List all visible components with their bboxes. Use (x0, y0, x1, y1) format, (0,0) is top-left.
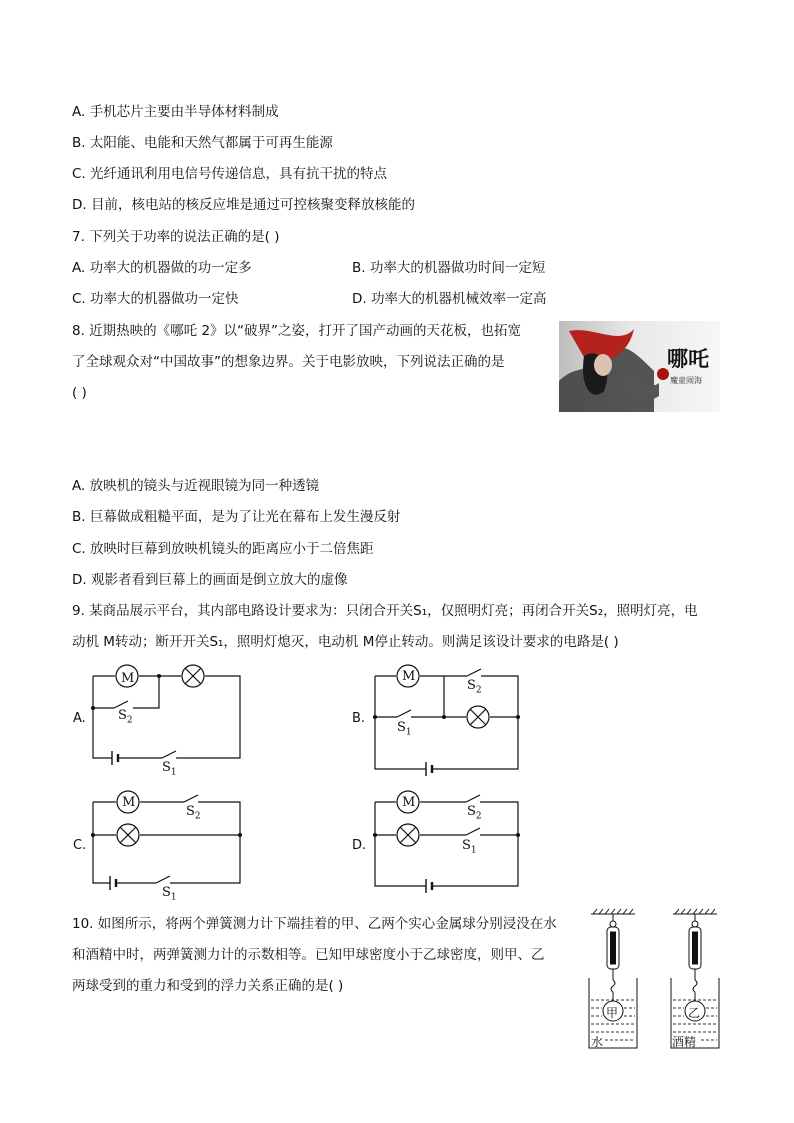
circuit-b-motor-label: M (402, 669, 416, 684)
movie-poster-image (559, 321, 720, 412)
circuit-c-s2-label: $S_2$ (186, 804, 201, 822)
q6-option-d: D. 目前，核电站的核反应堆是通过可控核聚变释放核能的 (72, 197, 415, 213)
circuit-a-s2-label: $S_2$ (118, 708, 133, 726)
circuit-b-s2-label: $S_2$ (467, 678, 482, 696)
q8-option-d: D. 观影者看到巨幕上的画面是倒立放大的虚像 (72, 572, 348, 588)
circuit-a-motor-label: M (121, 671, 135, 686)
q8-stem-line3: ( ) (72, 385, 87, 401)
circuit-d-s2-label: $S_2$ (467, 804, 482, 822)
q6-option-c: C. 光纤通讯利用电信号传递信息，具有抗干扰的特点 (72, 166, 388, 182)
q9-stem-line1: 9. 某商品展示平台，其内部电路设计要求为：只闭合开关S₁，仅照明灯亮；再闭合开关S₂，照明灯亮，电 (72, 603, 698, 619)
circuit-d-s1-label: $S_1$ (462, 838, 477, 856)
liquid-alcohol-label: 酒精 (672, 1035, 697, 1049)
circuit-d-motor-label: M (402, 795, 416, 810)
poster-title: 哪吒 (667, 346, 709, 371)
circuit-c-label: C. (73, 838, 87, 853)
circuit-d-diagram (370, 790, 530, 905)
q8-option-a: A. 放映机的镜头与近视眼镜为同一种透镜 (72, 478, 320, 494)
circuit-d-label: D. (352, 838, 367, 853)
ball-jia-label: 甲 (606, 1006, 619, 1020)
q8-option-b: B. 巨幕做成粗糙平面，是为了让光在幕布上发生漫反射 (72, 509, 401, 525)
circuit-b-s1-label: $S_1$ (397, 720, 412, 738)
q7-option-a: A. 功率大的机器做的功一定多 (72, 260, 252, 276)
circuit-a-s1-label: $S_1$ (162, 760, 177, 778)
circuit-c-s1-label: $S_1$ (162, 885, 177, 903)
q10-stem-line2: 和酒精中时，两弹簧测力计的示数相等。已知甲球密度小于乙球密度，则甲、乙 (72, 947, 545, 963)
q10-stem-line3: 两球受到的重力和受到的浮力关系正确的是( ) (72, 978, 344, 994)
q7-stem: 7. 下列关于功率的说法正确的是( ) (72, 229, 280, 245)
circuit-a-label: A. (73, 711, 86, 726)
ball-yi-label: 乙 (688, 1006, 701, 1020)
circuit-b-label: B. (352, 711, 366, 726)
q7-option-b: B. 功率大的机器做功时间一定短 (352, 260, 546, 276)
q8-stem-line1: 8. 近期热映的《哪吒 2》以“破界”之姿，打开了国产动画的天花板，也拓宽 (72, 323, 522, 339)
circuit-b-diagram (370, 664, 530, 779)
spring-scale-diagram (585, 908, 735, 1053)
q7-option-d: D. 功率大的机器机械效率一定高 (352, 291, 547, 307)
q7-option-c: C. 功率大的机器做功一定快 (72, 291, 239, 307)
q6-option-b: B. 太阳能、电能和天然气都属于可再生能源 (72, 135, 333, 151)
q8-option-c: C. 放映时巨幕到放映机镜头的距离应小于二倍焦距 (72, 541, 374, 557)
liquid-water-label: 水 (591, 1035, 604, 1049)
poster-subtitle: 魔童闹海 (670, 376, 702, 385)
circuit-c-motor-label: M (122, 795, 136, 810)
q6-option-a: A. 手机芯片主要由半导体材料制成 (72, 104, 279, 120)
q8-stem-line2: 了全球观众对“中国故事”的想象边界。关于电影放映，下列说法正确的是 (72, 354, 505, 370)
q10-stem-line1: 10. 如图所示，将两个弹簧测力计下端挂着的甲、乙两个实心金属球分别浸没在水 (72, 916, 557, 932)
q9-stem-line2: 动机 M转动；断开开关S₁，照明灯熄灭，电动机 M停止转动。则满足该设计要求的电路是( ) (72, 634, 619, 650)
